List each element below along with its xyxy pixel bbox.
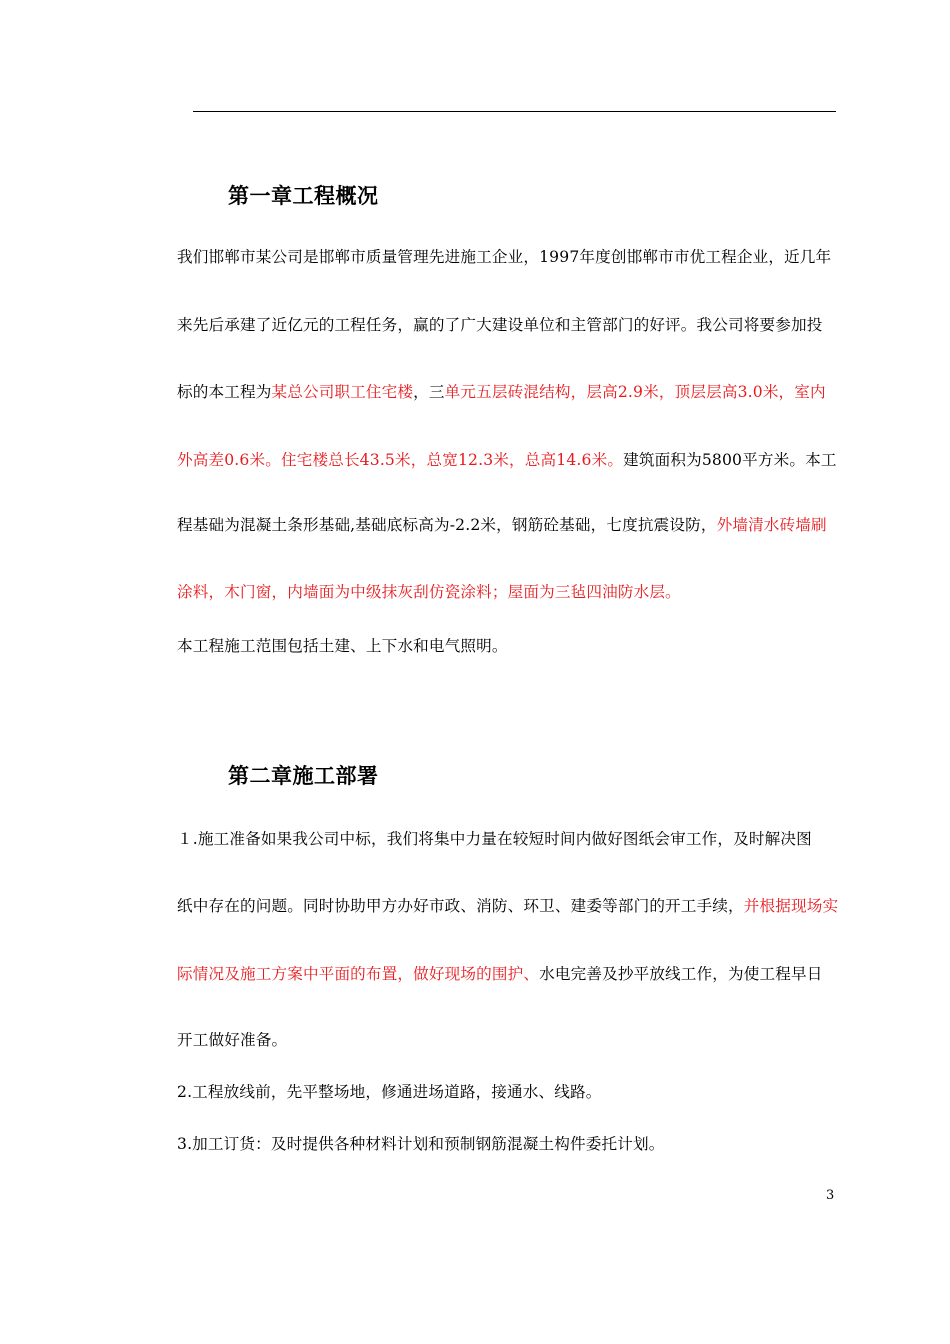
highlighted-text: 际情况及施工方案中平面的布置，做好现场的围护、 bbox=[177, 965, 540, 983]
body-text: 我们邯郸市某公司是邯郸市质量管理先进施工企业，1997年度创邯郸市市优工程企业，近几年 bbox=[177, 248, 832, 266]
paragraph-line bbox=[177, 315, 857, 335]
chapter1-title: 第一章工程概况 bbox=[228, 184, 379, 208]
body-text: 2.工程放线前，先平整场地，修通进场道路，接通水、线路。 bbox=[177, 1083, 602, 1101]
paragraph-line bbox=[177, 515, 857, 535]
paragraph-line bbox=[177, 636, 857, 656]
body-text: 纸中存在的问题。同时协助甲方办好市政、消防、环卫、建委等部门的开工手续， bbox=[177, 897, 744, 915]
highlighted-text: 单元五层砖混结构，层高2.9米，顶层层高3.0米，室内 bbox=[444, 383, 826, 401]
header-rule bbox=[193, 111, 836, 112]
highlighted-text: 外高差0.6米。住宅楼总长43.5米，总宽12.3米，总高14.6米。 bbox=[177, 451, 624, 469]
paragraph-line bbox=[177, 1082, 857, 1102]
highlighted-text: 某总公司职工住宅楼 bbox=[271, 383, 414, 401]
body-text: 开工做好准备。 bbox=[177, 1031, 288, 1049]
paragraph-line bbox=[177, 450, 857, 470]
paragraph-line bbox=[177, 1134, 857, 1154]
chapter2-title: 第二章施工部署 bbox=[228, 764, 379, 788]
paragraph-line bbox=[177, 964, 857, 984]
body-text: 程基础为混凝土条形基础,基础底标高为-2.2米，钢筋砼基础，七度抗震设防， bbox=[177, 516, 717, 534]
body-text: ，三 bbox=[413, 383, 445, 401]
body-text: 标的本工程为 bbox=[177, 383, 272, 401]
page-number: 3 bbox=[826, 1188, 835, 1203]
paragraph-line bbox=[177, 582, 857, 602]
body-text: 本工程施工范围包括土建、上下水和电气照明。 bbox=[177, 637, 508, 655]
body-text: 建筑面积为5800平方米。本工 bbox=[623, 451, 837, 469]
paragraph-line bbox=[177, 382, 857, 402]
paragraph-line bbox=[177, 829, 857, 849]
highlighted-text: 并根据现场实 bbox=[743, 897, 839, 915]
body-text: 水电完善及抄平放线工作，为使工程早日 bbox=[539, 965, 823, 983]
paragraph-line bbox=[177, 247, 857, 267]
body-text: １.施工准备如果我公司中标，我们将集中力量在较短时间内做好图纸会审工作，及时解决图 bbox=[177, 830, 812, 848]
paragraph-line bbox=[177, 896, 857, 916]
body-text: 来先后承建了近亿元的工程任务，赢的了广大建设单位和主管部门的好评。我公司将要参加投 bbox=[177, 316, 823, 334]
highlighted-text: 涂料，木门窗，内墙面为中级抹灰刮仿瓷涂料；屋面为三毡四油防水层。 bbox=[177, 583, 681, 601]
body-text: 3.加工订货：及时提供各种材料计划和预制钢筋混凝土构件委托计划。 bbox=[177, 1135, 665, 1153]
highlighted-text: 外墙清水砖墙刷 bbox=[716, 516, 827, 534]
paragraph-line bbox=[177, 1030, 857, 1050]
